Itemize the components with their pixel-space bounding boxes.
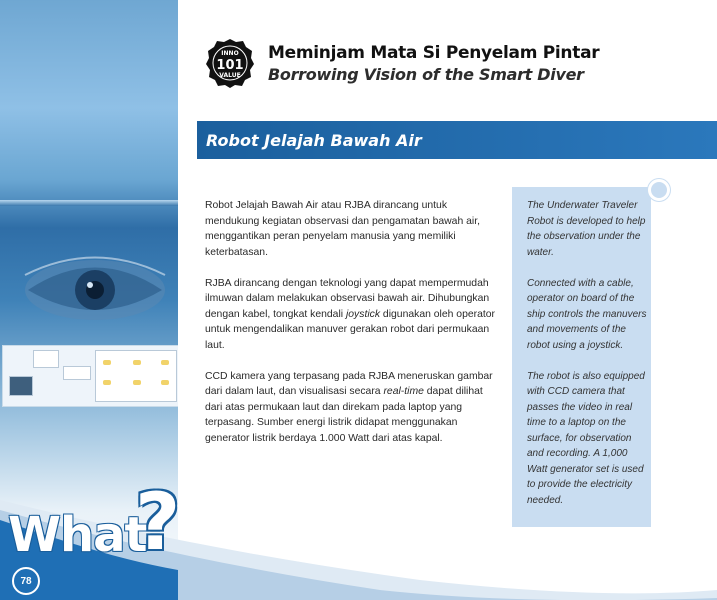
section-title: Robot Jelajah Bawah Air xyxy=(206,131,422,150)
english-paragraph-2: Connected with a cable, operator on board of the ship controls the manuvers and movements of the robot using a joystick. xyxy=(527,277,647,351)
body-paragraph-2: RJBA dirancang dengan teknologi yang dapat mempermudah ilmuwan dalam melakukan observasi bawah air. Dihubungkan dengan kabel, tongkat kendali joystick digunakan oleh operator untuk mengendalikan manuver gerakan robot dari permukaan laut. xyxy=(205,277,496,351)
svg-text:101: 101 xyxy=(216,58,244,73)
page-title: Meminjam Mata Si Penyelam Pintar xyxy=(268,43,600,63)
page-subtitle: Borrowing Vision of the Smart Diver xyxy=(268,65,584,84)
joystick-icon xyxy=(63,366,91,380)
body-text-indonesian xyxy=(205,198,500,462)
eye-image xyxy=(20,245,170,330)
english-summary-text xyxy=(527,198,647,524)
question-mark-logo: ? xyxy=(135,478,181,568)
svg-text:VALUE: VALUE xyxy=(219,72,241,79)
page-number: 78 xyxy=(12,567,40,595)
english-paragraph-3: The robot is also equipped with CCD camera that passes the video in real time to a laptop on the surface, for observation and recording. A 1,000 Watt generator set is used to provide the electricity needed. xyxy=(527,370,645,506)
horizon-line xyxy=(0,200,178,206)
english-paragraph-1: The Underwater Traveler Robot is developed to help the observation under the water. xyxy=(527,200,646,258)
laptop-icon xyxy=(33,350,59,368)
decorative-dot xyxy=(648,179,670,201)
robot-schematic-image xyxy=(2,345,178,407)
inno-101-value-badge xyxy=(205,38,255,88)
what-logo-text: What xyxy=(8,507,147,563)
schematic-panel xyxy=(95,350,177,402)
generator-icon xyxy=(9,376,33,396)
body-paragraph-1: Robot Jelajah Bawah Air atau RJBA dirancang untuk mendukung kegiatan observasi dan pengamatan bawah air, menggantikan peran penyelam manusia yang memiliki keterbatasan. xyxy=(205,200,480,258)
svg-text:INNO: INNO xyxy=(221,50,239,57)
body-paragraph-3: CCD kamera yang terpasang pada RJBA meneruskan gambar dari dalam laut, dan visualisasi secara real-time dapat dilihat dari atas permukaan laut dan direkam pada laptop yang terpasang. Sumber energi listrik didapat menggunakan generator listrik berdaya 1.000 Watt dari atas kapal. xyxy=(205,370,493,444)
